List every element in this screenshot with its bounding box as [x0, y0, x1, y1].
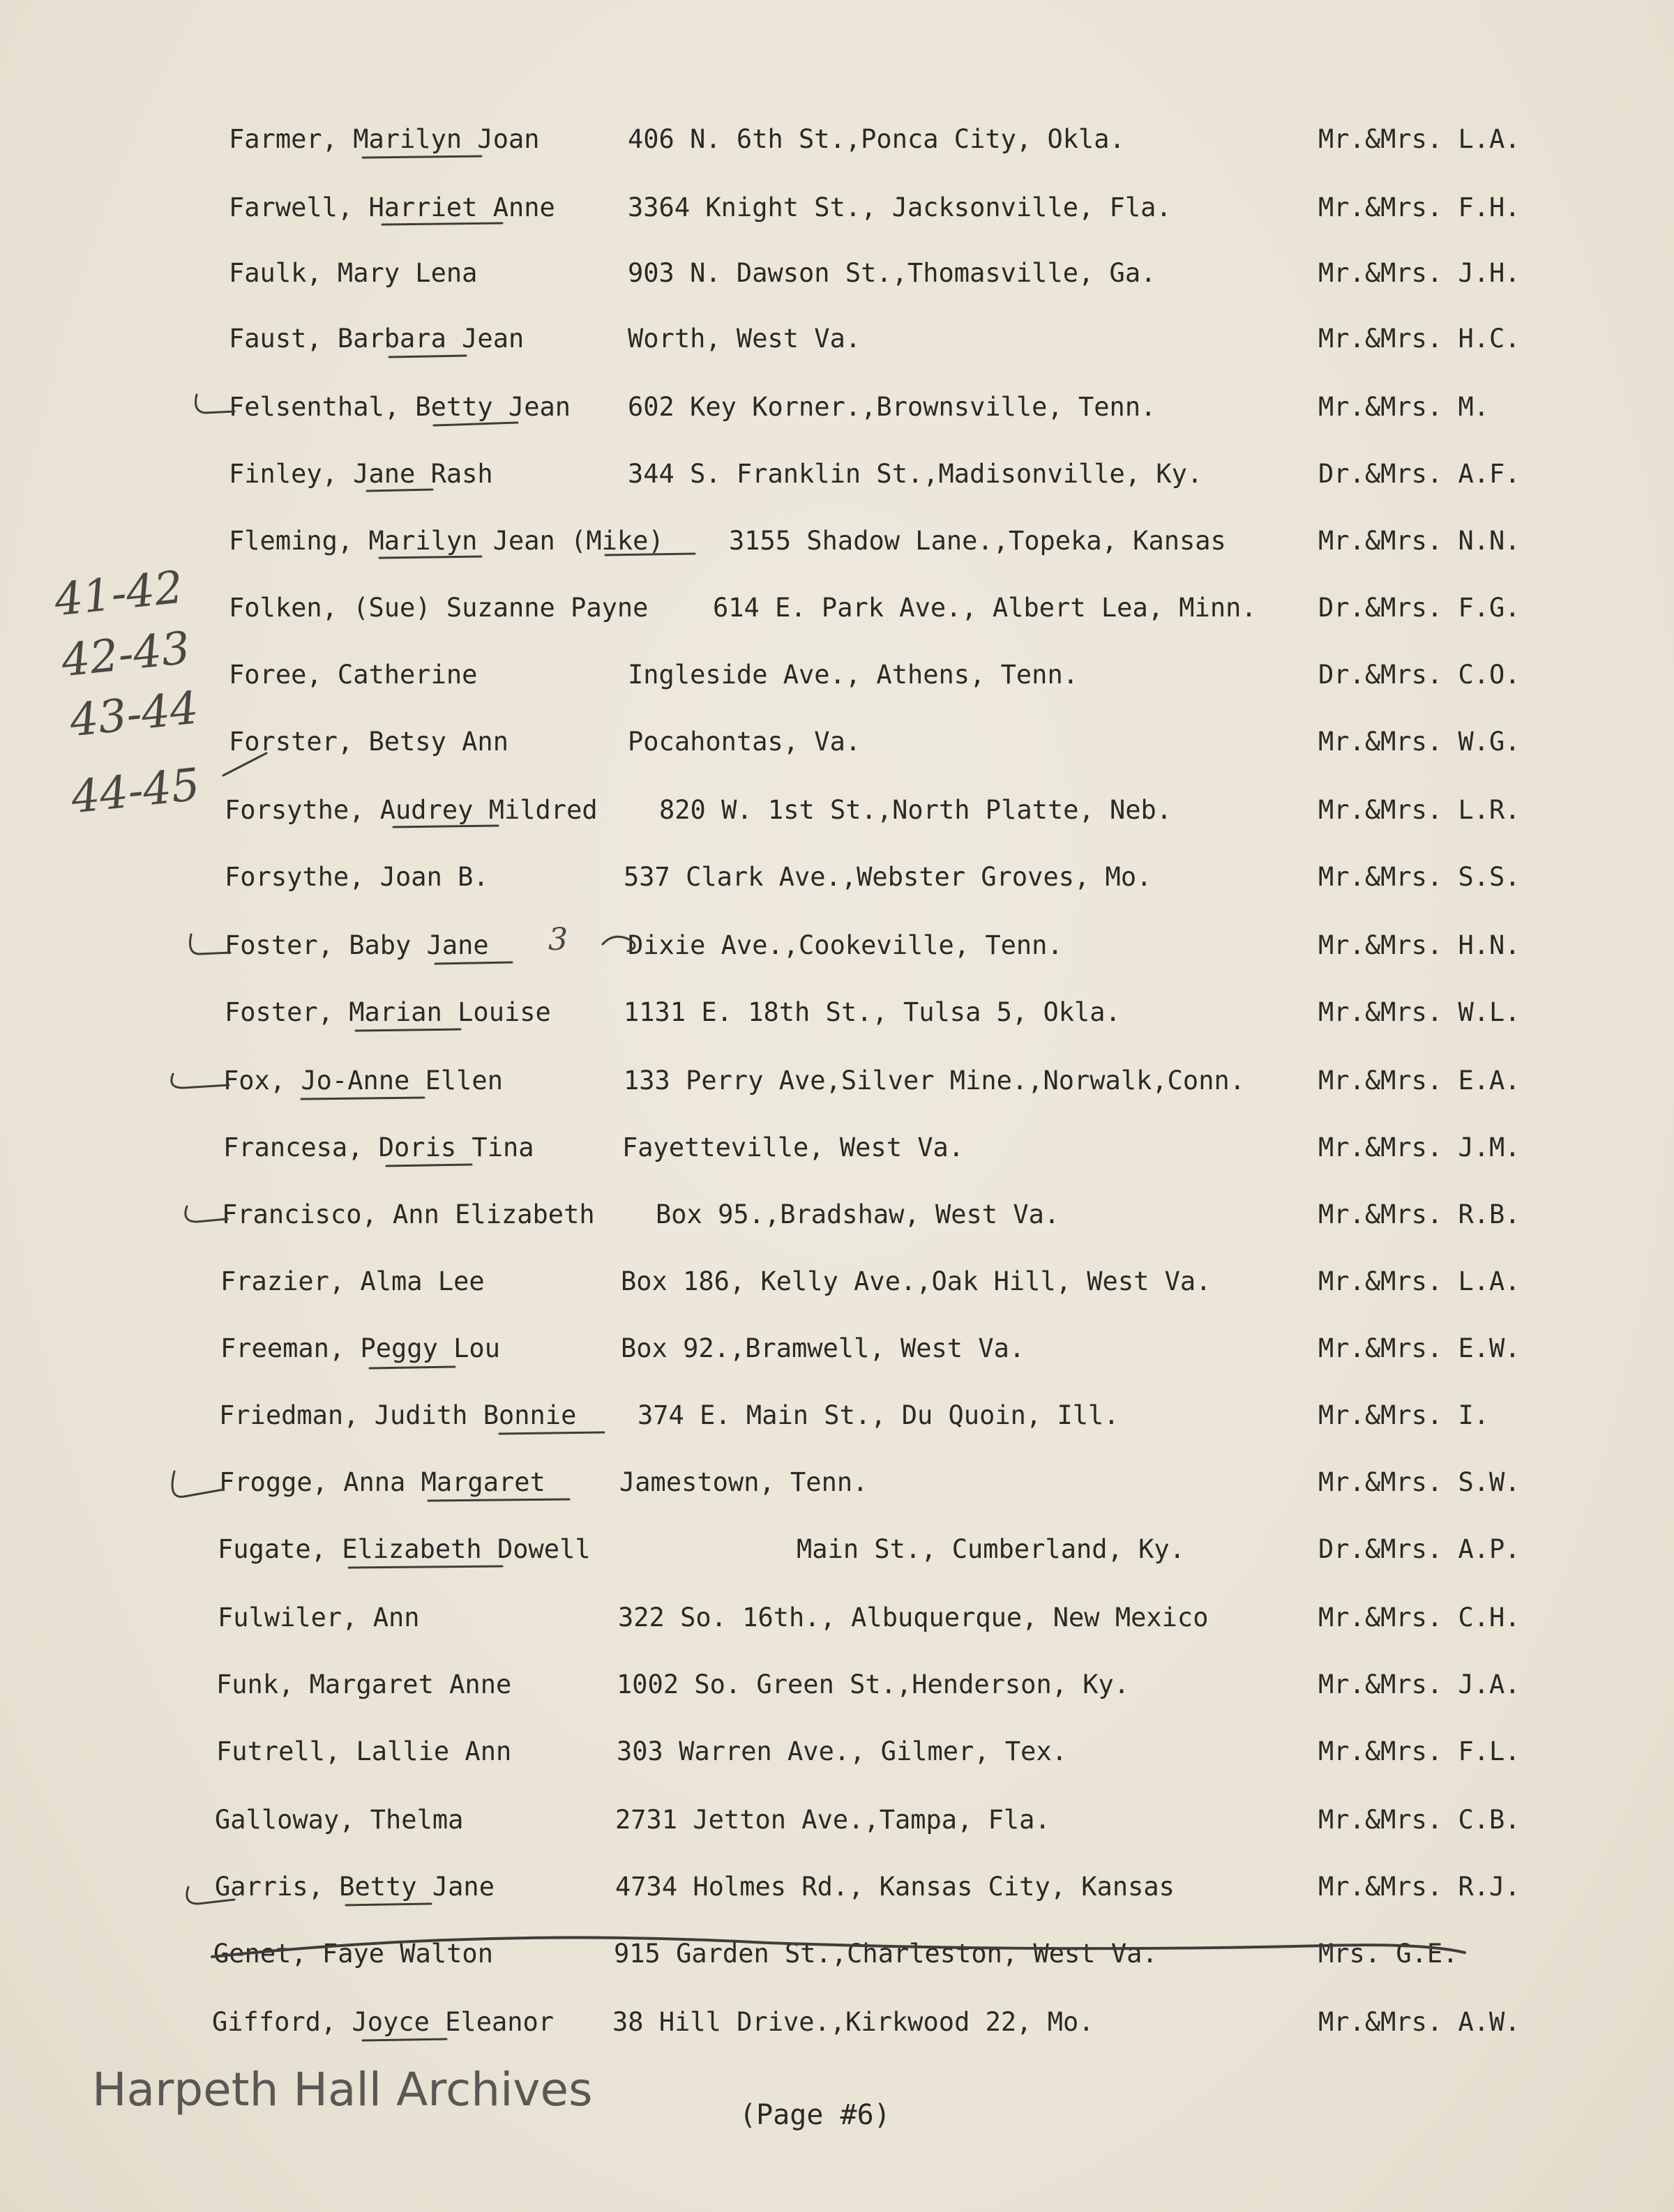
student-address: 537 Clark Ave.,Webster Groves, Mo.	[624, 862, 1152, 892]
list-item	[0, 318, 1674, 360]
parent-names: Mr.&Mrs. L.R.	[1318, 795, 1521, 825]
parent-names: Mr.&Mrs. E.W.	[1318, 1333, 1521, 1363]
list-item	[0, 856, 1674, 898]
student-address: Dixie Ave.,Cookeville, Tenn.	[628, 930, 1063, 960]
student-address: 406 N. 6th St.,Ponca City, Okla.	[628, 124, 1125, 154]
student-name: Forsythe, Audrey Mildred	[225, 795, 598, 825]
list-item	[0, 1731, 1674, 1773]
list-item	[0, 587, 1674, 629]
parent-names: Mr.&Mrs. W.G.	[1318, 727, 1521, 757]
student-name: Fox, Jo-Anne Ellen	[223, 1066, 503, 1096]
student-name: Fleming, Marilyn Jean (Mike)	[229, 526, 664, 556]
parent-names: Mr.&Mrs. C.B.	[1318, 1805, 1521, 1835]
handwritten-year: 43-44	[67, 682, 201, 748]
student-address: 915 Garden St.,Charleston, West Va.	[614, 1939, 1158, 1969]
student-address: Box 95.,Bradshaw, West Va.	[656, 1199, 1060, 1229]
parent-names: Mr.&Mrs. J.H.	[1318, 258, 1521, 288]
page-number: (Page #6)	[739, 2099, 891, 2131]
parent-names: Dr.&Mrs. A.F.	[1318, 459, 1521, 489]
list-item	[0, 789, 1674, 831]
parent-names: Mr.&Mrs. N.N.	[1318, 526, 1521, 556]
student-address: 1131 E. 18th St., Tulsa 5, Okla.	[624, 997, 1121, 1027]
handwritten-number: 3	[548, 922, 568, 957]
student-address: 4734 Holmes Rd., Kansas City, Kansas	[615, 1872, 1175, 1902]
student-name: Garris, Betty Jane	[215, 1872, 495, 1902]
student-address: 374 E. Main St., Du Quoin, Ill.	[638, 1400, 1119, 1430]
parent-names: Mr.&Mrs. C.H.	[1318, 1603, 1521, 1633]
student-name: Foster, Marian Louise	[225, 997, 551, 1027]
list-item	[0, 1127, 1674, 1169]
list-item	[0, 1261, 1674, 1303]
parent-names: Mr.&Mrs. S.W.	[1318, 1467, 1521, 1497]
student-name: Freeman, Peggy Lou	[220, 1333, 500, 1363]
list-item	[0, 1866, 1674, 1908]
student-address: 2731 Jetton Ave.,Tampa, Fla.	[615, 1805, 1050, 1835]
parent-names: Mr.&Mrs. L.A.	[1318, 1266, 1521, 1296]
student-address: 614 E. Park Ave., Albert Lea, Minn.	[713, 593, 1257, 623]
student-name: Genet, Faye Walton	[213, 1939, 493, 1969]
student-address: 133 Perry Ave,Silver Mine.,Norwalk,Conn.	[624, 1066, 1246, 1096]
student-address: Pocahontas, Va.	[628, 727, 861, 757]
student-name: Fulwiler, Ann	[218, 1603, 420, 1633]
student-address: 1002 So. Green St.,Henderson, Ky.	[617, 1669, 1130, 1699]
list-item	[0, 1060, 1674, 1102]
parent-names: Mr.&Mrs. R.J.	[1318, 1872, 1521, 1902]
parent-names: Dr.&Mrs. A.P.	[1318, 1534, 1521, 1564]
student-address: 38 Hill Drive.,Kirkwood 22, Mo.	[612, 2007, 1094, 2037]
list-item	[0, 1462, 1674, 1503]
student-name: Finley, Jane Rash	[229, 459, 493, 489]
student-name: Francisco, Ann Elizabeth	[222, 1199, 595, 1229]
student-name: Forsythe, Joan B.	[225, 862, 489, 892]
student-name: Faulk, Mary Lena	[229, 258, 478, 288]
parent-names: Mr.&Mrs. S.S.	[1318, 862, 1521, 892]
list-item	[0, 1529, 1674, 1570]
student-name: Foree, Catherine	[229, 660, 478, 690]
parent-names: Mr.&Mrs. L.A.	[1318, 124, 1521, 154]
student-name: Faust, Barbara Jean	[229, 324, 525, 354]
student-address: Fayetteville, West Va.	[622, 1132, 965, 1162]
student-name: Friedman, Judith Bonnie	[219, 1400, 577, 1430]
parent-names: Mr.&Mrs. R.B.	[1318, 1199, 1521, 1229]
parent-names: Mrs. G.E.	[1318, 1939, 1458, 1969]
list-item	[0, 654, 1674, 696]
parent-names: Dr.&Mrs. F.G.	[1318, 593, 1521, 623]
parent-names: Mr.&Mrs. A.W.	[1318, 2007, 1521, 2037]
list-item	[0, 187, 1674, 229]
student-address: Main St., Cumberland, Ky.	[797, 1534, 1185, 1564]
student-address: 344 S. Franklin St.,Madisonville, Ky.	[628, 459, 1203, 489]
list-item	[0, 1194, 1674, 1236]
student-name: Funk, Margaret Anne	[216, 1669, 512, 1699]
student-name: Farwell, Harriet Anne	[229, 192, 555, 222]
student-address: Box 186, Kelly Ave.,Oak Hill, West Va.	[621, 1266, 1212, 1296]
list-item	[0, 1799, 1674, 1841]
list-item	[0, 453, 1674, 495]
list-item	[0, 1664, 1674, 1706]
list-item	[0, 1597, 1674, 1639]
parent-names: Mr.&Mrs. I.	[1318, 1400, 1490, 1430]
student-address: 303 Warren Ave., Gilmer, Tex.	[617, 1736, 1068, 1766]
parent-names: Mr.&Mrs. W.L.	[1318, 997, 1521, 1027]
parent-names: Mr.&Mrs. J.A.	[1318, 1669, 1521, 1699]
student-address: Ingleside Ave., Athens, Tenn.	[628, 660, 1079, 690]
list-item	[0, 1395, 1674, 1437]
student-name: Farmer, Marilyn Joan	[229, 124, 540, 154]
student-address: 3364 Knight St., Jacksonville, Fla.	[628, 192, 1172, 222]
student-address: 903 N. Dawson St.,Thomasville, Ga.	[628, 258, 1156, 288]
student-name: Futrell, Lallie Ann	[216, 1736, 512, 1766]
list-item	[0, 252, 1674, 294]
student-address: 602 Key Korner.,Brownsville, Tenn.	[628, 392, 1156, 422]
student-address: 3155 Shadow Lane.,Topeka, Kansas	[729, 526, 1226, 556]
list-item	[0, 520, 1674, 562]
student-address: Box 92.,Bramwell, West Va.	[621, 1333, 1025, 1363]
parent-names: Mr.&Mrs. J.M.	[1318, 1132, 1521, 1162]
student-name: Foster, Baby Jane	[225, 930, 489, 960]
parent-names: Mr.&Mrs. F.L.	[1318, 1736, 1521, 1766]
handwritten-year: 42-43	[59, 622, 193, 688]
archive-watermark: Harpeth Hall Archives	[92, 2063, 593, 2116]
student-name: Frazier, Alma Lee	[220, 1266, 485, 1296]
student-name: Fugate, Elizabeth Dowell	[218, 1534, 591, 1564]
student-name: Francesa, Doris Tina	[223, 1132, 534, 1162]
parent-names: Mr.&Mrs. H.N.	[1318, 930, 1521, 960]
list-item	[0, 386, 1674, 428]
list-item	[0, 992, 1674, 1033]
handwritten-year: 44-45	[68, 759, 202, 824]
student-address: 820 W. 1st St.,North Platte, Neb.	[659, 795, 1172, 825]
parent-names: Mr.&Mrs. E.A.	[1318, 1066, 1521, 1096]
handwritten-year: 41-42	[52, 561, 186, 627]
list-item	[0, 1933, 1674, 1975]
list-item	[0, 1328, 1674, 1370]
student-name: Felsenthal, Betty Jean	[229, 392, 571, 422]
list-item	[0, 925, 1674, 967]
parent-names: Mr.&Mrs. H.C.	[1318, 324, 1521, 354]
student-address: Worth, West Va.	[628, 324, 861, 354]
parent-names: Mr.&Mrs. M.	[1318, 392, 1490, 422]
list-item	[0, 2001, 1674, 2043]
list-item	[0, 721, 1674, 763]
student-name: Folken, (Sue) Suzanne Payne	[229, 593, 649, 623]
student-name: Forster, Betsy Ann	[229, 727, 508, 757]
parent-names: Dr.&Mrs. C.O.	[1318, 660, 1521, 690]
student-name: Frogge, Anna Margaret	[219, 1467, 545, 1497]
student-address: Jamestown, Tenn.	[619, 1467, 868, 1497]
student-name: Gifford, Joyce Eleanor	[212, 2007, 555, 2037]
student-address: 322 So. 16th., Albuquerque, New Mexico	[618, 1603, 1209, 1633]
student-name: Galloway, Thelma	[215, 1805, 464, 1835]
parent-names: Mr.&Mrs. F.H.	[1318, 192, 1521, 222]
list-item	[0, 119, 1674, 160]
